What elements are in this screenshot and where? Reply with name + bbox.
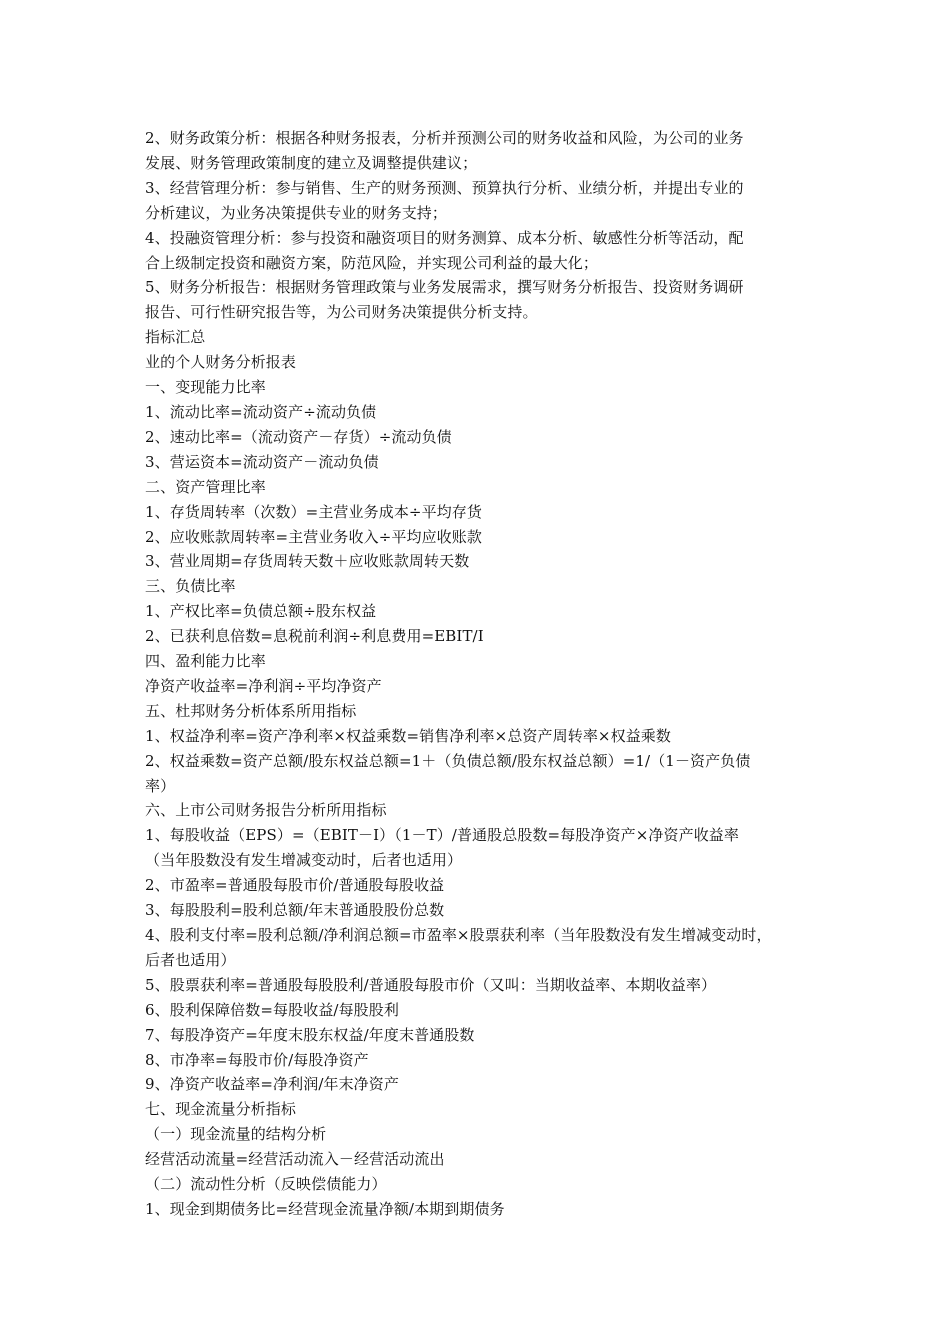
formula-line: 后者也适用） [145, 950, 236, 969]
text-line: 报告、可行性研究报告等，为公司财务决策提供分析支持。 [145, 303, 538, 322]
formula-line: 1、权益净利率=资产净利率×权益乘数=销售净利率×总资产周转率×权益乘数 [145, 726, 671, 745]
section-heading: 六、上市公司财务报告分析所用指标 [145, 801, 387, 820]
text-line: 合上级制定投资和融资方案，防范风险，并实现公司利益的最大化； [145, 253, 599, 272]
section-heading: 二、资产管理比率 [145, 477, 266, 496]
section-heading: 四、盈利能力比率 [145, 652, 266, 671]
formula-line: 1、存货周转率（次数）=主营业务成本÷平均存货 [145, 502, 482, 521]
formula-line: 2、权益乘数=资产总额/股东权益总额=1＋（负债总额/股东权益总额）=1/（1－资产负债 [145, 751, 751, 770]
formula-line: 1、产权比率=负债总额÷股东权益 [145, 602, 377, 621]
subsection-heading: （二）流动性分析（反映偿债能力） [145, 1175, 387, 1194]
formula-line: 7、每股净资产=年度末股东权益/年度末普通股数 [145, 1025, 475, 1044]
formula-line: 3、营运资本=流动资产－流动负债 [145, 452, 379, 471]
section-heading: 指标汇总 [145, 328, 206, 347]
section-heading: 业的个人财务分析报表 [145, 353, 297, 372]
section-heading: 七、现金流量分析指标 [145, 1100, 297, 1119]
formula-line: 4、股利支付率=股利总额/净利润总额=市盈率×股票获利率（当年股数没有发生增减变动时， [145, 926, 772, 944]
formula-line: （当年股数没有发生增减变动时，后者也适用） [145, 851, 463, 870]
formula-line: 2、已获利息倍数=息税前利润÷利息费用=EBIT/I [145, 627, 484, 646]
section-heading: 一、变现能力比率 [145, 378, 266, 397]
text-line: 5、财务分析报告：根据财务管理政策与业务发展需求，撰写财务分析报告、投资财务调研 [145, 278, 744, 297]
formula-line: 8、市净率=每股市价/每股净资产 [145, 1050, 369, 1069]
text-line: 4、投融资管理分析：参与投资和融资项目的财务测算、成本分析、敏感性分析等活动，配 [145, 228, 744, 247]
subsection-heading: （一）现金流量的结构分析 [145, 1125, 327, 1144]
formula-line: 1、每股收益（EPS）=（EBIT－I）（1－T）/普通股总股数=每股净资产×净资产收益率 [145, 826, 739, 845]
formula-line: 3、营业周期=存货周转天数＋应收账款周转天数 [145, 552, 470, 571]
text-line: 3、经营管理分析：参与销售、生产的财务预测、预算执行分析、业绩分析，并提出专业的 [145, 178, 744, 197]
text-line: 分析建议，为业务决策提供专业的财务支持； [145, 203, 448, 222]
formula-line: 2、市盈率=普通股每股市价/普通股每股收益 [145, 876, 445, 895]
text-line: 2、财务政策分析：根据各种财务报表，分析并预测公司的财务收益和风险，为公司的业务 [145, 129, 744, 147]
document-body [145, 126, 817, 1222]
formula-line: 2、应收账款周转率=主营业务收入÷平均应收账款 [145, 527, 482, 546]
formula-line: 1、流动比率=流动资产÷流动负债 [145, 402, 377, 421]
formula-line: 净资产收益率=净利润÷平均净资产 [145, 676, 382, 695]
section-heading: 五、杜邦财务分析体系所用指标 [145, 701, 357, 720]
section-heading: 三、负债比率 [145, 577, 236, 596]
formula-line: 6、股利保障倍数=每股收益/每股股利 [145, 1000, 399, 1019]
formula-line: 3、每股股利=股利总额/年末普通股股份总数 [145, 901, 445, 920]
formula-line: 5、股票获利率=普通股每股股利/普通股每股市价（又叫：当期收益率、本期收益率） [145, 975, 717, 994]
formula-line: 2、速动比率=（流动资产－存货）÷流动负债 [145, 427, 452, 446]
formula-line: 9、净资产收益率=净利润/年末净资产 [145, 1075, 399, 1094]
formula-line: 经营活动流量=经营活动流入－经营活动流出 [145, 1150, 445, 1169]
formula-line: 1、现金到期债务比=经营现金流量净额/本期到期债务 [145, 1199, 505, 1218]
formula-line: 率） [145, 776, 176, 795]
text-line: 发展、财务管理政策制度的建立及调整提供建议； [145, 153, 478, 172]
